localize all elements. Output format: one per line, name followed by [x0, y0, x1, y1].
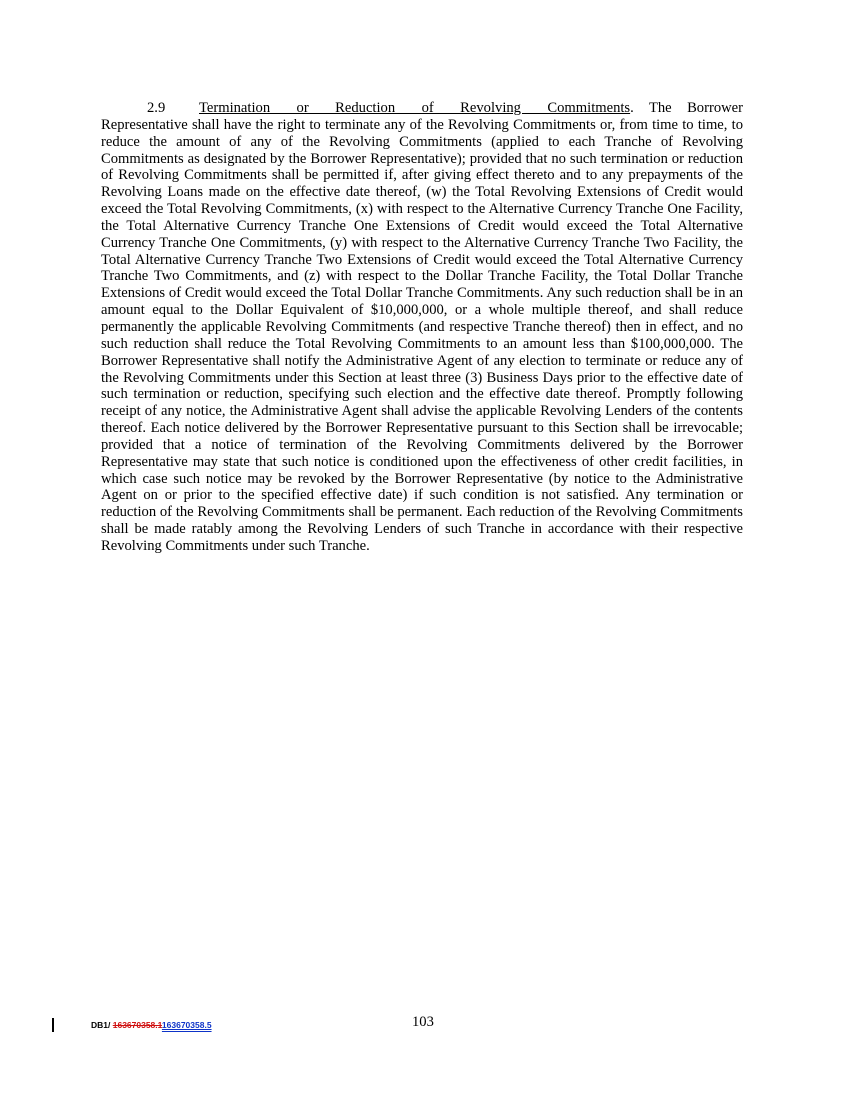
section-2-9-paragraph: [101, 100, 743, 555]
section-heading-period: .: [630, 100, 634, 116]
page-number: 103: [412, 1014, 434, 1030]
docid-inserted-version: 163670358.5: [161, 1020, 212, 1030]
footer-document-id: [91, 1020, 212, 1030]
section-body-text: The Borrower Representative shall have the right to terminate any of the Revolving Commitments or, from time to time, to reduce the amount of any of the Revolving Commitments (applied to each Tranche of Revolving Commitments as designated by the Borrower Representative); provided that no such termination or reduction of Revolving Commitments shall be permitted if, after giving effect thereto and to any prepayments of the Revolving Loans made on the effective date thereof, (w) the Total Revolving Extensions of Credit would exceed the Total Revolving Commitments, (x) with respect to the Alternative Currency Tranche One Facility, the Total Alternative Currency Tranche One Extensions of Credit would exceed the Total Alternative Currency Tranche One Commitments, (y) with respect to the Alternative Currency Tranche Two Facility, the Total Alternative Currency Tranche Two Extensions of Credit would exceed the Total Alternative Currency Tranche Two Commitments, and (z) with respect to the Dollar Tranche Facility, the Total Dollar Tranche Extensions of Credit would exceed the Total Dollar Tranche Commitments. Any such reduction shall be in an amount equal to the Dollar Equivalent of $10,000,000, or a whole multiple thereof, and shall reduce permanently the applicable Revolving Commitments (and respective Tranche thereof) then in effect, and no such reduction shall reduce the Total Revolving Commitments to an amount less than $100,000,000. The Borrower Representative shall notify the Administrative Agent of any election to terminate or reduce any of the Revolving Commitments under this Section at least three (3) Business Days prior to the effective date of such termination or reduction, specifying such election and the effective date thereof. Promptly following receipt of any notice, the Administrative Agent shall advise the applicable Revolving Lenders of the contents thereof. Each notice delivered by the Borrower Representative pursuant to this Section shall be irrevocable; provided that a notice of termination of the Revolving Commitments delivered by the Borrower Representative may state that such notice is conditioned upon the effectiveness of other credit facilities, in which case such notice may be revoked by the Borrower Representative (by notice to the Administrative Agent on or prior to the specified effective date) if such condition is not satisfied. Any termination or reduction of the Revolving Commitments shall be permanent. Each reduction of the Revolving Commitments shall be made ratably among the Revolving Lenders of such Tranche in accordance with their respective Revolving Commitments under such Tranche.: [101, 100, 744, 554]
docid-deleted-version: 163670358.1: [112, 1020, 162, 1030]
section-number: 2.9: [147, 100, 166, 116]
docid-prefix: DB1/: [91, 1020, 113, 1030]
section-heading: Termination or Reduction of Revolving Commitments: [199, 100, 631, 116]
revision-change-bar: [52, 1018, 54, 1032]
